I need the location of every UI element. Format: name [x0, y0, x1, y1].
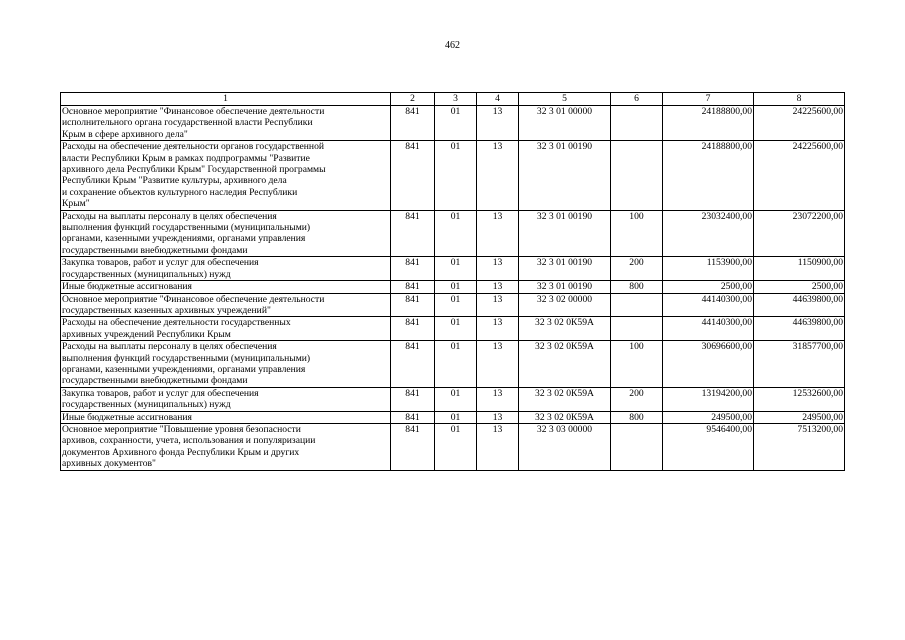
section-code: 01	[435, 281, 477, 293]
row-name: Иные бюджетные ассигнования	[61, 411, 391, 423]
page-number: 462	[445, 40, 460, 51]
amount-year-2: 44639800,00	[754, 293, 845, 317]
target-article-code: 32 3 03 00000	[519, 423, 611, 470]
column-header: 5	[519, 93, 611, 106]
section-code: 01	[435, 141, 477, 210]
budget-table	[60, 92, 845, 471]
target-article-code: 32 3 02 0К59А	[519, 387, 611, 411]
column-header: 6	[611, 93, 663, 106]
target-article-code: 32 3 02 0К59А	[519, 317, 611, 341]
row-name: Основное мероприятие "Повышение уровня безопасности архивов, сохранности, учета, использования и популяризации документов Архивного фонда Республики Крым и других архивных документов"	[61, 423, 391, 470]
section-code: 01	[435, 317, 477, 341]
column-header: 1	[61, 93, 391, 106]
table-row	[61, 423, 845, 470]
amount-year-1: 249500,00	[663, 411, 754, 423]
column-header: 2	[391, 93, 435, 106]
subsection-code: 13	[477, 293, 519, 317]
row-name: Закупка товаров, работ и услуг для обеспечения государственных (муниципальных) нужд	[61, 387, 391, 411]
target-article-code: 32 3 01 00190	[519, 210, 611, 257]
amount-year-1: 44140300,00	[663, 317, 754, 341]
amount-year-1: 44140300,00	[663, 293, 754, 317]
expense-type-code	[611, 423, 663, 470]
amount-year-1: 9546400,00	[663, 423, 754, 470]
subsection-code: 13	[477, 281, 519, 293]
amount-year-2: 24225600,00	[754, 106, 845, 141]
section-code: 01	[435, 341, 477, 388]
column-header: 3	[435, 93, 477, 106]
target-article-code: 32 3 02 00000	[519, 293, 611, 317]
ministry-code: 841	[391, 387, 435, 411]
ministry-code: 841	[391, 341, 435, 388]
subsection-code: 13	[477, 411, 519, 423]
amount-year-2: 23072200,00	[754, 210, 845, 257]
header-row	[61, 93, 845, 106]
amount-year-2: 31857700,00	[754, 341, 845, 388]
row-name: Расходы на выплаты персоналу в целях обеспечения выполнения функций государственными (муниципальными) органами, казенными учреждениями, органами управления государственными внебюджетными фондами	[61, 341, 391, 388]
amount-year-2: 7513200,00	[754, 423, 845, 470]
amount-year-2: 24225600,00	[754, 141, 845, 210]
amount-year-1: 24188800,00	[663, 141, 754, 210]
ministry-code: 841	[391, 411, 435, 423]
subsection-code: 13	[477, 210, 519, 257]
target-article-code: 32 3 02 0К59А	[519, 341, 611, 388]
subsection-code: 13	[477, 141, 519, 210]
column-header: 4	[477, 93, 519, 106]
ministry-code: 841	[391, 293, 435, 317]
table-row	[61, 106, 845, 141]
subsection-code: 13	[477, 106, 519, 141]
row-name: Закупка товаров, работ и услуг для обеспечения государственных (муниципальных) нужд	[61, 257, 391, 281]
row-name: Расходы на обеспечение деятельности государственных архивных учреждений Республики Крым	[61, 317, 391, 341]
target-article-code: 32 3 01 00190	[519, 281, 611, 293]
expense-type-code	[611, 141, 663, 210]
expense-type-code	[611, 106, 663, 141]
amount-year-1: 23032400,00	[663, 210, 754, 257]
section-code: 01	[435, 210, 477, 257]
section-code: 01	[435, 293, 477, 317]
subsection-code: 13	[477, 341, 519, 388]
amount-year-1: 30696600,00	[663, 341, 754, 388]
expense-type-code: 200	[611, 257, 663, 281]
row-name: Иные бюджетные ассигнования	[61, 281, 391, 293]
amount-year-2: 2500,00	[754, 281, 845, 293]
amount-year-2: 12532600,00	[754, 387, 845, 411]
ministry-code: 841	[391, 281, 435, 293]
row-name: Расходы на обеспечение деятельности органов государственной власти Республики Крым в рамках подпрограммы "Развитие архивного дела Республики Крым" Государственной программы Республики Крым "Развитие культуры, архивного дела и сохранение объектов культурного наследия Республики Крым"	[61, 141, 391, 210]
section-code: 01	[435, 257, 477, 281]
subsection-code: 13	[477, 423, 519, 470]
target-article-code: 32 3 01 00190	[519, 257, 611, 281]
column-header: 8	[754, 93, 845, 106]
ministry-code: 841	[391, 423, 435, 470]
table-row	[61, 341, 845, 388]
table-row	[61, 141, 845, 210]
table-row	[61, 293, 845, 317]
row-name: Основное мероприятие "Финансовое обеспечение деятельности исполнительного органа государственной власти Республики Крым в сфере архивного дела"	[61, 106, 391, 141]
amount-year-2: 44639800,00	[754, 317, 845, 341]
amount-year-2: 1150900,00	[754, 257, 845, 281]
expense-type-code: 800	[611, 411, 663, 423]
expense-type-code	[611, 293, 663, 317]
amount-year-1: 2500,00	[663, 281, 754, 293]
section-code: 01	[435, 106, 477, 141]
ministry-code: 841	[391, 317, 435, 341]
section-code: 01	[435, 411, 477, 423]
row-name: Расходы на выплаты персоналу в целях обеспечения выполнения функций государственными (муниципальными) органами, казенными учреждениями, органами управления государственными внебюджетными фондами	[61, 210, 391, 257]
expense-type-code: 800	[611, 281, 663, 293]
amount-year-1: 13194200,00	[663, 387, 754, 411]
table-row	[61, 257, 845, 281]
expense-type-code	[611, 317, 663, 341]
ministry-code: 841	[391, 210, 435, 257]
ministry-code: 841	[391, 141, 435, 210]
column-header: 7	[663, 93, 754, 106]
table-row	[61, 387, 845, 411]
table-row	[61, 281, 845, 293]
target-article-code: 32 3 01 00000	[519, 106, 611, 141]
expense-type-code: 100	[611, 210, 663, 257]
amount-year-1: 24188800,00	[663, 106, 754, 141]
ministry-code: 841	[391, 257, 435, 281]
section-code: 01	[435, 387, 477, 411]
subsection-code: 13	[477, 317, 519, 341]
table-row	[61, 210, 845, 257]
table-row	[61, 317, 845, 341]
row-name: Основное мероприятие "Финансовое обеспечение деятельности государственных казенных архивных учреждений"	[61, 293, 391, 317]
section-code: 01	[435, 423, 477, 470]
subsection-code: 13	[477, 387, 519, 411]
amount-year-2: 249500,00	[754, 411, 845, 423]
target-article-code: 32 3 02 0К59А	[519, 411, 611, 423]
expense-type-code: 100	[611, 341, 663, 388]
target-article-code: 32 3 01 00190	[519, 141, 611, 210]
amount-year-1: 1153900,00	[663, 257, 754, 281]
table-row	[61, 411, 845, 423]
ministry-code: 841	[391, 106, 435, 141]
subsection-code: 13	[477, 257, 519, 281]
expense-type-code: 200	[611, 387, 663, 411]
